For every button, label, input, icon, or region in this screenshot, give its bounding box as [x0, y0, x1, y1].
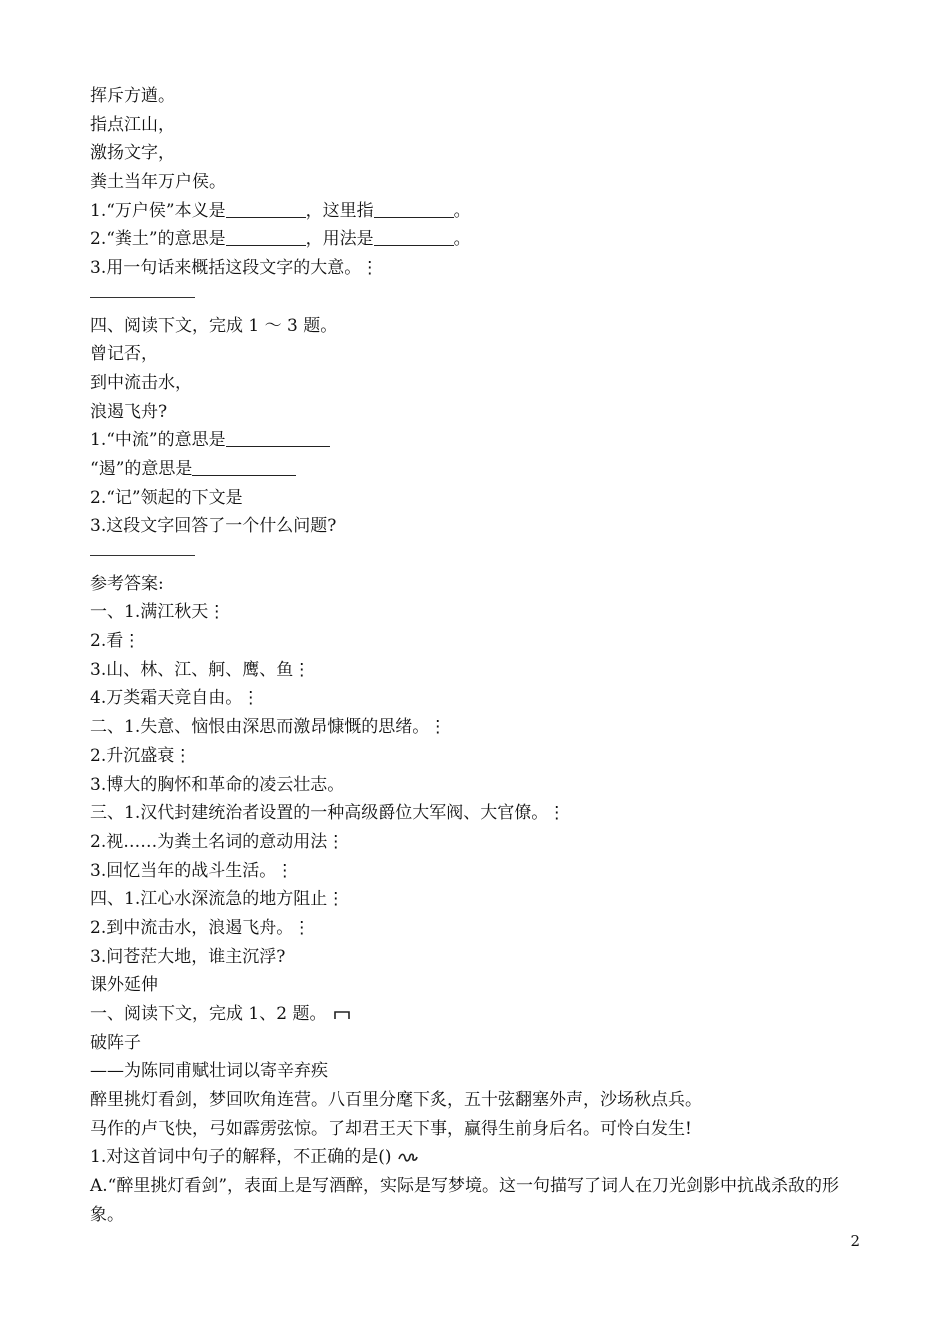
question-what: 3.这段文字回答了一个什么问题?: [90, 516, 337, 537]
bracket-icon: [332, 1007, 352, 1021]
answer-blank: [226, 429, 330, 447]
answer-item: 3.问苍茫大地，谁主沉浮?: [90, 946, 286, 967]
answer-item: 三、1.汉代封建统治者设置的一种高级爵位大军阀、大官僚。⋮: [90, 803, 566, 824]
document-page: [90, 82, 870, 1230]
answer-item: 2.升沉盛衰⋮: [90, 745, 192, 766]
option-a: A.“醉里挑灯看剑”，表面上是写酒醉，实际是写梦境。这一句描写了词人在刀光剑影中抗战杀敌的形象。: [90, 1176, 840, 1225]
question-item: 1.对这首词中句子的解释，不正确的是(): [90, 1143, 870, 1172]
scribble-icon: [397, 1150, 419, 1164]
question-summary: 3.用一句话来概括这段文字的大意。⋮: [90, 258, 379, 279]
answer-blank: [226, 200, 306, 218]
question-fentu: 2.“粪土”的意思是 ，用法是 。: [90, 229, 471, 250]
question-zhongliu: 1.“中流”的意思是: [90, 426, 870, 455]
answer-item: 3.回忆当年的战斗生活。⋮: [90, 860, 294, 881]
answer-item: 2.视……为粪土名词的意动用法⋮: [90, 831, 345, 852]
answer-blank: [192, 458, 296, 476]
answer-item: 3.博大的胸怀和革命的凌云壮志。: [90, 774, 345, 795]
poem-line: 激扬文字，: [90, 143, 175, 164]
poem-title: 破阵子: [90, 1032, 141, 1053]
poem-line: 指点江山，: [90, 114, 175, 135]
answer-blank: [226, 228, 306, 246]
extension-heading: 课外延伸: [90, 975, 158, 996]
poem-line: 马作的卢飞快，弓如霹雳弦惊。了却君王天下事，赢得生前身后名。可怜白发生!: [90, 1118, 692, 1139]
answer-item: 一、1.满江秋天⋮: [90, 602, 226, 623]
answer-item: 3.山、林、江、舸、鹰、鱼⋮: [90, 659, 311, 680]
section-heading: 四、阅读下文，完成 1 ～ 3 题。: [90, 315, 338, 336]
poem-line: 醉里挑灯看剑，梦回吹角连营。八百里分麾下炙，五十弦翻塞外声，沙场秋点兵。: [90, 1090, 702, 1111]
extension-task: 一、阅读下文，完成 1、2 题。: [90, 1000, 870, 1029]
answers-heading: 参考答案:: [90, 573, 164, 594]
poem-line: 曾记否，: [90, 344, 158, 365]
question-e: “遏”的意思是: [90, 455, 870, 484]
answer-item: 四、1.江心水深流急的地方阻止⋮: [90, 889, 345, 910]
poem-subtitle: ——为陈同甫赋壮词以寄辛弃疾: [90, 1061, 328, 1082]
answer-line: [90, 297, 195, 298]
answer-blank: [374, 228, 454, 246]
poem-line: 挥斥方遒。: [90, 86, 175, 106]
question-ji: 2.“记”领起的下文是: [90, 487, 243, 508]
answer-item: 2.看⋮: [90, 631, 141, 652]
answer-item: 二、1.失意、恼恨由深思而激昂慷慨的思绪。⋮: [90, 717, 447, 738]
poem-line: 浪遏飞舟?: [90, 401, 168, 422]
answer-line: [90, 555, 195, 556]
poem-line: 到中流击水，: [90, 372, 192, 393]
answer-item: 2.到中流击水，浪遏飞舟。⋮: [90, 917, 311, 938]
answer-blank: [374, 200, 454, 218]
poem-line: 粪土当年万户侯。: [90, 172, 226, 193]
page-number: 2: [850, 1232, 860, 1250]
answer-item: 4.万类霜天竞自由。⋮: [90, 688, 260, 709]
question-wanhuhou: 1.“万户侯”本义是 ，这里指 。: [90, 200, 471, 221]
